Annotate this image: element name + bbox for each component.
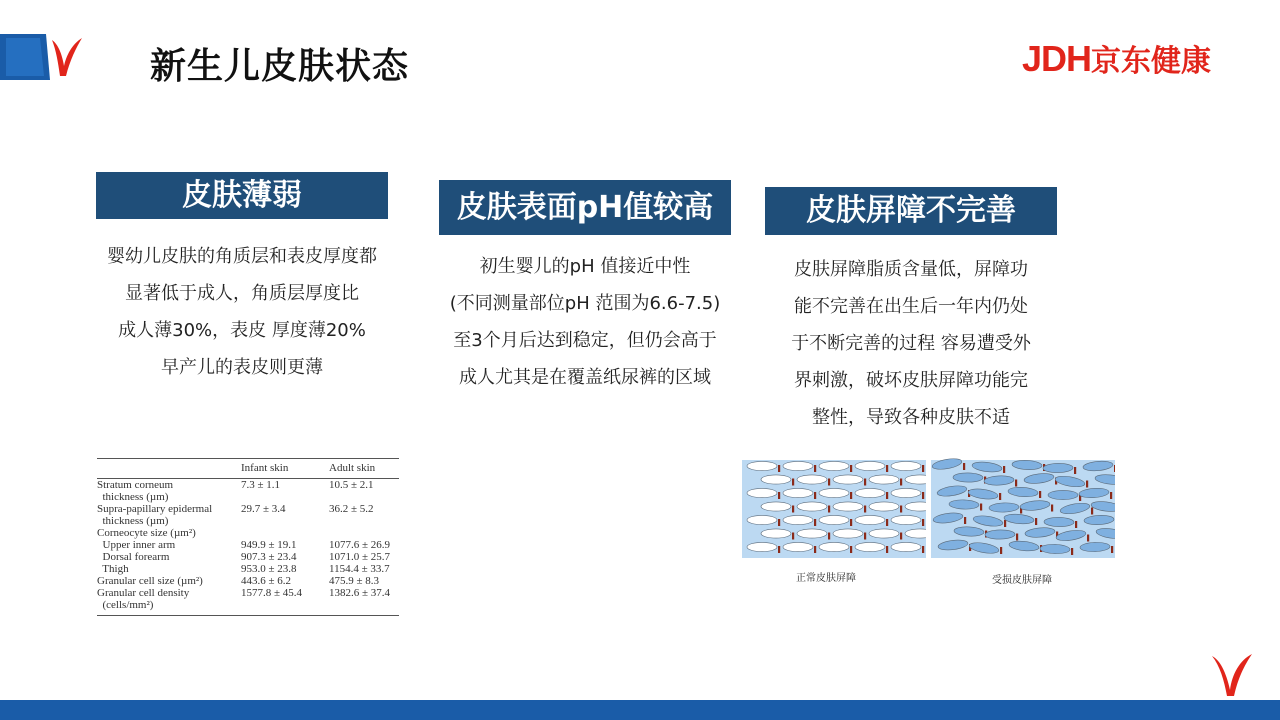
corneocyte — [819, 488, 849, 497]
table-cell: 7.3 ± 1.1 — [241, 479, 281, 491]
brand-cn: 京东健康 — [1091, 44, 1212, 79]
table-cell: Upper inner arm — [97, 539, 176, 551]
corneocyte — [747, 488, 777, 497]
corneodesmosome — [778, 465, 780, 472]
table-cell: Corneocyte size (µm²) — [97, 527, 196, 539]
corneodesmosome — [1074, 467, 1076, 474]
corneodesmosome — [1091, 508, 1093, 515]
table-cell — [237, 527, 329, 539]
corneodesmosome — [814, 492, 816, 499]
table-cell: 953.0 ± 23.8 — [241, 563, 297, 575]
text-line: 整性，导致各种皮肤不适 — [812, 407, 1010, 428]
table-row — [97, 563, 399, 575]
corneocyte — [747, 461, 777, 470]
corneodesmosome — [886, 519, 888, 526]
corneodesmosome — [828, 506, 830, 513]
table-row — [97, 551, 399, 563]
table-cell: Granular cell density — [97, 587, 190, 599]
text-line: 成人薄30%，表皮 厚度薄20% — [118, 320, 366, 341]
page-title: 新生儿皮肤状态 — [150, 46, 410, 87]
barrier-diagram-damaged — [931, 458, 1115, 560]
corneodesmosome — [828, 479, 830, 486]
corneodesmosome — [828, 533, 830, 540]
table-cell: 475.9 ± 8.3 — [329, 575, 380, 587]
corneodesmosome — [1000, 547, 1002, 554]
table-cell: 443.6 ± 6.2 — [241, 575, 292, 587]
text-line: 皮肤屏障脂质含量低，屏障功 — [794, 259, 1028, 280]
table-cell: 907.3 ± 23.4 — [241, 551, 297, 563]
corneodesmosome — [963, 463, 965, 470]
skin-comparison-table-wrap — [97, 458, 399, 616]
corneocyte — [891, 461, 921, 470]
table-header-cell: Infant skin — [237, 459, 329, 479]
table-cell — [329, 491, 399, 503]
corneocyte — [1044, 517, 1074, 527]
table-row — [97, 575, 399, 587]
table-cell — [329, 527, 399, 539]
table-cell: 1071.0 ± 25.7 — [329, 551, 391, 563]
table-row — [97, 515, 399, 527]
corneodesmosome — [850, 519, 852, 526]
table-body — [97, 479, 399, 616]
table-cell — [237, 491, 329, 503]
table-cell: 1154.4 ± 33.7 — [329, 563, 390, 575]
text-line: 至3个月后达到稳定，但仍会高于 — [453, 330, 717, 351]
table-row — [97, 539, 399, 551]
table-header-cell — [97, 459, 237, 479]
heading-ph: 皮肤表面pH值较高 — [439, 180, 731, 235]
text-line: 于不断完善的过程 容易遭受外 — [791, 333, 1031, 354]
corneocyte — [855, 515, 885, 524]
text-thin-skin — [96, 238, 388, 386]
corneocyte — [855, 488, 885, 497]
text-barrier — [765, 251, 1057, 436]
caption-damaged-barrier: 受损皮肤屏障 — [992, 575, 1052, 586]
table-row — [97, 587, 399, 599]
bottom-bar — [0, 700, 1280, 720]
corneocyte — [1043, 463, 1073, 473]
table-cell — [237, 515, 329, 527]
text-line: 婴幼儿皮肤的角质层和表皮厚度都 — [107, 246, 377, 267]
corneocyte — [819, 461, 849, 470]
corneodesmosome — [886, 492, 888, 499]
corneocyte — [833, 529, 863, 538]
corneocyte — [833, 502, 863, 511]
text-line: 界刺激，破坏皮肤屏障功能完 — [794, 370, 1028, 391]
corneocyte — [783, 461, 813, 470]
corneodesmosome — [999, 493, 1001, 500]
corneodesmosome — [778, 519, 780, 526]
corner-logo — [0, 34, 90, 80]
table-cell: 36.2 ± 5.2 — [329, 503, 374, 515]
corneodesmosome — [864, 506, 866, 513]
table-cell: Supra-papillary epidermal — [97, 503, 213, 515]
table-cell — [329, 599, 399, 616]
corneodesmosome — [886, 465, 888, 472]
corneodesmosome — [922, 519, 924, 526]
table-row — [97, 503, 399, 515]
corneocyte — [953, 473, 983, 483]
corneodesmosome — [980, 504, 982, 511]
corneocyte — [891, 542, 921, 551]
corneodesmosome — [850, 465, 852, 472]
text-line: (不同测量部位pH 范围为6.6-7.5) — [449, 293, 721, 314]
corneocyte — [783, 515, 813, 524]
corneocyte — [761, 475, 791, 484]
corneocyte — [761, 502, 791, 511]
corneocyte — [797, 475, 827, 484]
corneodesmosome — [864, 479, 866, 486]
corneocyte — [869, 529, 899, 538]
corneodesmosome — [964, 517, 966, 524]
table-cell: (cells/mm²) — [97, 599, 237, 616]
table-row — [97, 491, 399, 503]
table-cell: Dorsal forearm — [97, 551, 170, 563]
corneodesmosome — [814, 519, 816, 526]
corneodesmosome — [792, 533, 794, 540]
brand-latin: JDH — [1022, 38, 1092, 79]
corneodesmosome — [900, 506, 902, 513]
table-cell — [329, 515, 399, 527]
corneodesmosome — [1075, 521, 1077, 528]
corneodesmosome — [1051, 505, 1053, 512]
corneodesmosome — [922, 465, 924, 472]
corneocyte — [783, 488, 813, 497]
corneocyte — [891, 515, 921, 524]
table-cell: 1577.8 ± 45.4 — [241, 587, 303, 599]
corneodesmosome — [814, 546, 816, 553]
table-cell: 1077.6 ± 26.9 — [329, 539, 391, 551]
corneocyte — [869, 475, 899, 484]
corneodesmosome — [778, 492, 780, 499]
caption-normal-barrier: 正常皮肤屏障 — [796, 573, 856, 584]
corneocyte — [797, 529, 827, 538]
table-cell: 10.5 ± 2.1 — [329, 479, 374, 491]
table-cell: Stratum corneum — [97, 479, 174, 491]
corneodesmosome — [1039, 491, 1041, 498]
corneocyte — [855, 542, 885, 551]
table-cell: thickness (µm) — [97, 491, 169, 503]
corneocyte — [797, 502, 827, 511]
corneocyte — [1048, 490, 1078, 499]
corneocyte — [783, 542, 813, 551]
corneodesmosome — [922, 546, 924, 553]
corneodesmosome — [1015, 480, 1017, 487]
corneodesmosome — [1003, 466, 1005, 473]
skin-comparison-table — [97, 458, 399, 616]
brand-logo — [1022, 36, 1211, 80]
table-cell — [237, 599, 329, 616]
corneodesmosome — [864, 533, 866, 540]
heading-thin-skin: 皮肤薄弱 — [96, 172, 388, 219]
corneodesmosome — [814, 465, 816, 472]
corneocyte — [819, 515, 849, 524]
table-cell: Thigh — [97, 563, 129, 575]
corneocyte — [833, 475, 863, 484]
corneodesmosome — [1087, 535, 1089, 542]
corneocyte — [819, 542, 849, 551]
corneocyte — [985, 530, 1015, 540]
table-row — [97, 479, 399, 492]
corneodesmosome — [850, 492, 852, 499]
corneodesmosome — [1035, 518, 1037, 525]
table-row — [97, 599, 399, 616]
table-row — [97, 527, 399, 539]
corneodesmosome — [1016, 534, 1018, 541]
table-cell: Granular cell size (µm²) — [97, 575, 203, 587]
barrier-diagram-normal — [742, 458, 926, 560]
table-cell: 949.9 ± 19.1 — [241, 539, 297, 551]
corneodesmosome — [1071, 548, 1073, 555]
text-line: 成人尤其是在覆盖纸尿裤的区域 — [459, 367, 711, 388]
corneodesmosome — [850, 546, 852, 553]
corneodesmosome — [792, 506, 794, 513]
corneodesmosome — [778, 546, 780, 553]
corneodesmosome — [886, 546, 888, 553]
table-cell: 1382.6 ± 37.4 — [329, 587, 391, 599]
corneocyte — [747, 542, 777, 551]
corneodesmosome — [1114, 465, 1115, 472]
text-line: 初生婴儿的pH 值接近中性 — [479, 256, 691, 277]
corneodesmosome — [900, 479, 902, 486]
corneocyte — [855, 461, 885, 470]
text-line: 早产儿的表皮则更薄 — [161, 357, 323, 378]
corneodesmosome — [1111, 546, 1113, 553]
table-header-cell: Adult skin — [329, 459, 399, 479]
text-line: 显著低于成人，角质层厚度比 — [125, 283, 359, 304]
corneocyte — [869, 502, 899, 511]
corneodesmosome — [1110, 492, 1112, 499]
corneocyte — [761, 529, 791, 538]
corneodesmosome — [792, 479, 794, 486]
text-ph — [430, 248, 740, 396]
heading-barrier: 皮肤屏障不完善 — [765, 187, 1057, 235]
corneocyte — [747, 515, 777, 524]
table-cell: 29.7 ± 3.4 — [241, 503, 286, 515]
table-cell: thickness (µm) — [97, 515, 169, 527]
corneodesmosome — [1086, 481, 1088, 488]
corneocyte — [891, 488, 921, 497]
corneodesmosome — [900, 533, 902, 540]
text-line: 能不完善在出生后一年内仍处 — [794, 296, 1028, 317]
corner-logo-bottom — [1210, 652, 1254, 698]
corneodesmosome — [922, 492, 924, 499]
corneodesmosome — [1004, 520, 1006, 527]
